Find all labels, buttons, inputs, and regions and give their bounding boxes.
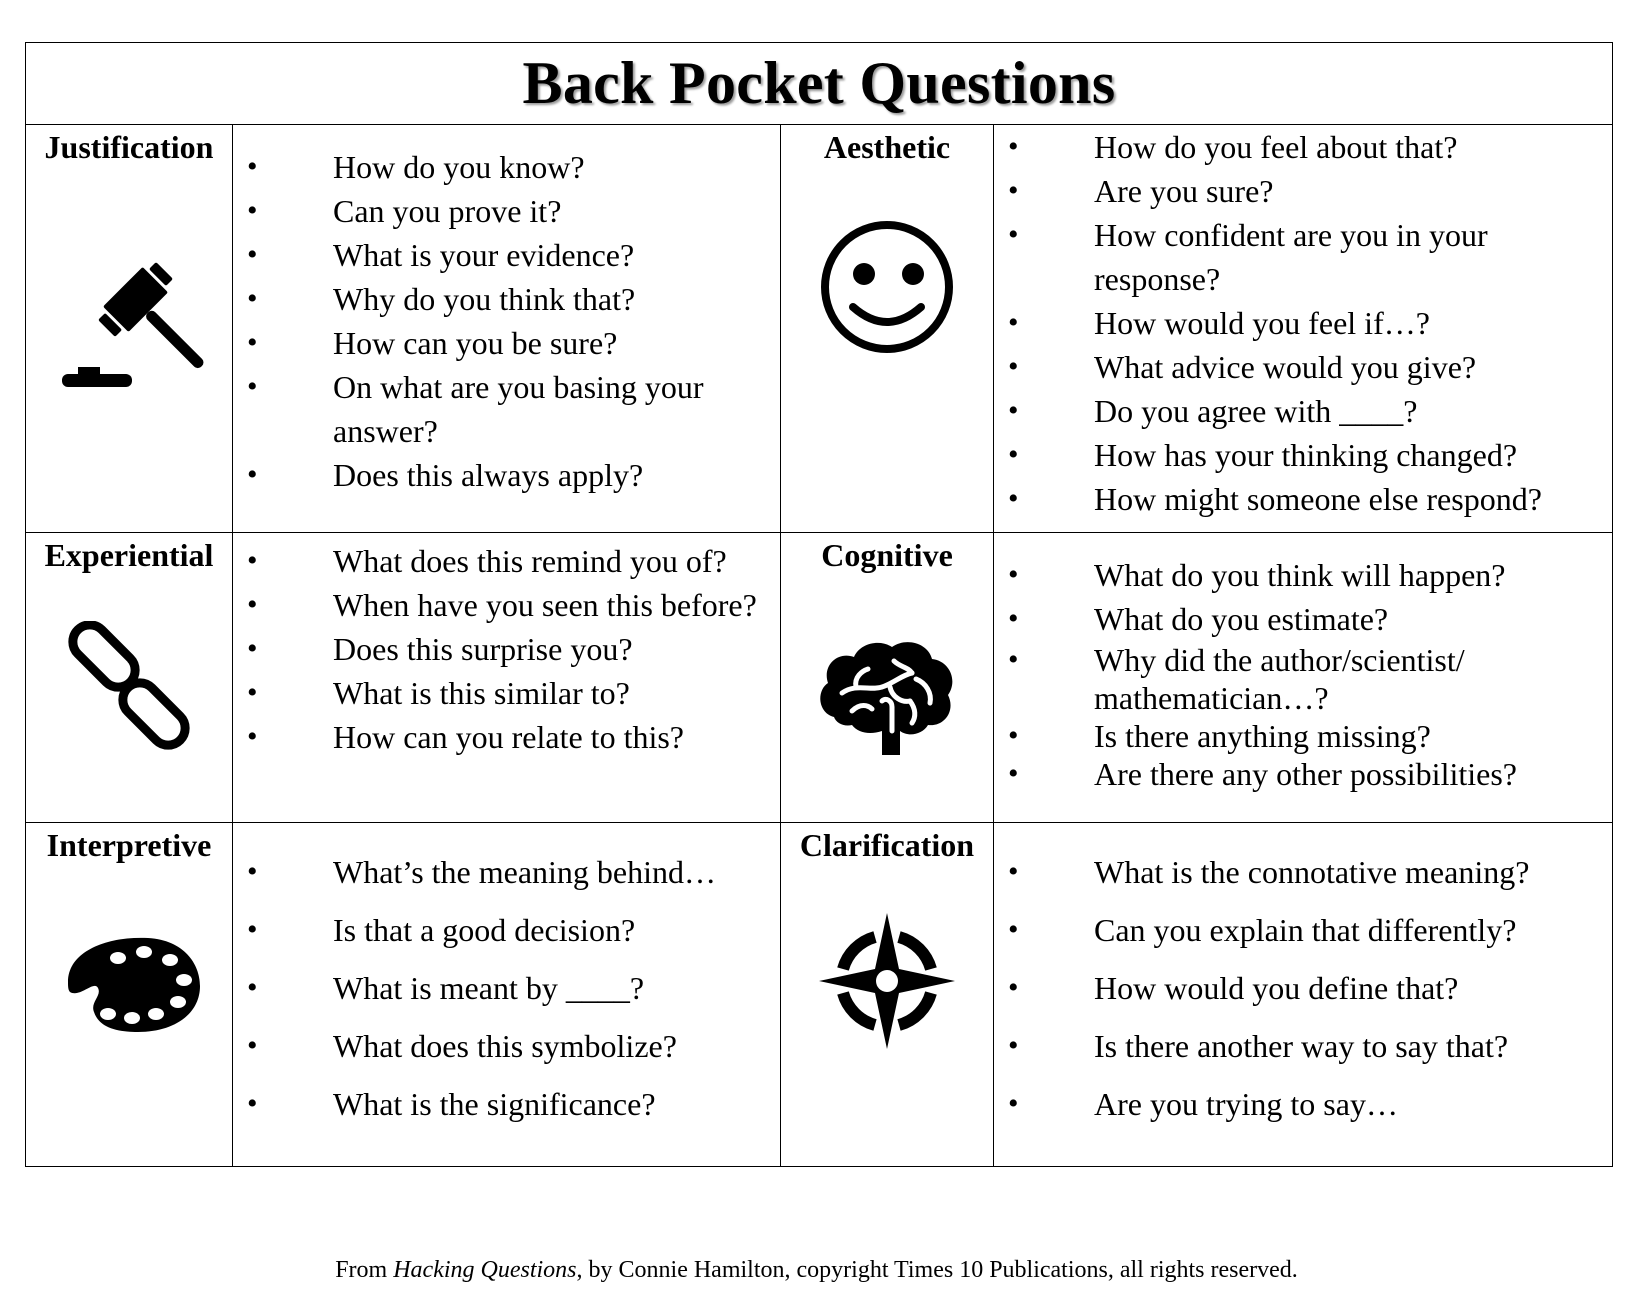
questions-cell-aesthetic — [994, 125, 1612, 533]
questions-cell-experiential — [233, 533, 781, 823]
list-item: • What is meant by ____? — [233, 959, 774, 1017]
footer-suffix: , by Connie Hamilton, copyright Times 10 Publications, all rights reserved. — [576, 1257, 1298, 1283]
brain-icon — [781, 631, 993, 761]
list-item: • What is the connotative meaning? — [994, 843, 1606, 901]
list-item: • How confident are you in your response? — [994, 213, 1606, 301]
gavel-icon — [26, 245, 232, 395]
list-item: • When have you seen this before? — [233, 583, 774, 627]
questions-cell-clarification — [994, 823, 1612, 1166]
category-cell-clarification — [781, 823, 994, 1166]
smiley-face-icon — [781, 217, 993, 357]
list-item: • How do you know? — [233, 145, 774, 189]
list-item: • Are you trying to say… — [994, 1075, 1606, 1133]
list-item: • Does this surprise you? — [233, 627, 774, 671]
chain-link-icon — [26, 621, 232, 751]
questions-cell-justification — [233, 125, 781, 533]
question-table — [25, 42, 1613, 1167]
list-item: • What does this remind you of? — [233, 539, 774, 583]
questions-cell-cognitive — [994, 533, 1612, 823]
question-list — [994, 843, 1606, 1133]
question-list — [994, 553, 1606, 793]
list-item: • Can you explain that differently? — [994, 901, 1606, 959]
compass-icon — [781, 911, 993, 1051]
question-grid — [26, 125, 1612, 1166]
questions-cell-interpretive — [233, 823, 781, 1166]
list-item: • What is your evidence? — [233, 233, 774, 277]
category-cell-experiential — [26, 533, 233, 823]
list-item: • How has your thinking changed? — [994, 433, 1606, 477]
list-item: • How would you feel if…? — [994, 301, 1606, 345]
list-item: • On what are you basing your answer? — [233, 365, 774, 453]
list-item: • How might someone else respond? — [994, 477, 1606, 521]
paint-palette-icon — [26, 928, 232, 1038]
category-title: Interpretive — [46, 827, 212, 863]
list-item: • How would you define that? — [994, 959, 1606, 1017]
list-item: • Do you agree with ____? — [994, 389, 1606, 433]
list-item: • Does this always apply? — [233, 453, 774, 497]
list-item: • Is there another way to say that? — [994, 1017, 1606, 1075]
list-item: • Are there any other possibilities? — [994, 755, 1606, 793]
page-title: Back Pocket Questions — [522, 50, 1116, 116]
list-item: • How can you be sure? — [233, 321, 774, 365]
category-title: Cognitive — [821, 537, 953, 573]
category-title: Justification — [44, 129, 214, 165]
copyright-footer — [0, 1257, 1633, 1284]
question-list — [233, 539, 774, 759]
book-title: Hacking Questions — [393, 1257, 577, 1283]
list-item: • Are you sure? — [994, 169, 1606, 213]
list-item: • What advice would you give? — [994, 345, 1606, 389]
question-list — [994, 125, 1606, 521]
category-cell-justification — [26, 125, 233, 533]
category-title: Experiential — [44, 537, 214, 573]
list-item: • How do you feel about that? — [994, 125, 1606, 169]
list-item: • What is the significance? — [233, 1075, 774, 1133]
category-title: Clarification — [799, 827, 975, 863]
list-item: • What do you estimate? — [994, 597, 1606, 641]
list-item: • Why did the author/scientist/ mathematician…? — [994, 641, 1606, 717]
list-item: • What does this symbolize? — [233, 1017, 774, 1075]
question-list — [233, 843, 774, 1133]
category-cell-aesthetic — [781, 125, 994, 533]
list-item: • What’s the meaning behind… — [233, 843, 774, 901]
list-item: • How can you relate to this? — [233, 715, 774, 759]
list-item: • Can you prove it? — [233, 189, 774, 233]
category-cell-interpretive — [26, 823, 233, 1166]
footer-prefix: From — [335, 1257, 394, 1283]
category-title: Aesthetic — [823, 129, 951, 165]
list-item: • Is there anything missing? — [994, 717, 1606, 755]
list-item: • Is that a good decision? — [233, 901, 774, 959]
title-row — [26, 43, 1612, 125]
list-item: • What do you think will happen? — [994, 553, 1606, 597]
question-list — [233, 145, 774, 497]
list-item: • Why do you think that? — [233, 277, 774, 321]
list-item: • What is this similar to? — [233, 671, 774, 715]
category-cell-cognitive — [781, 533, 994, 823]
